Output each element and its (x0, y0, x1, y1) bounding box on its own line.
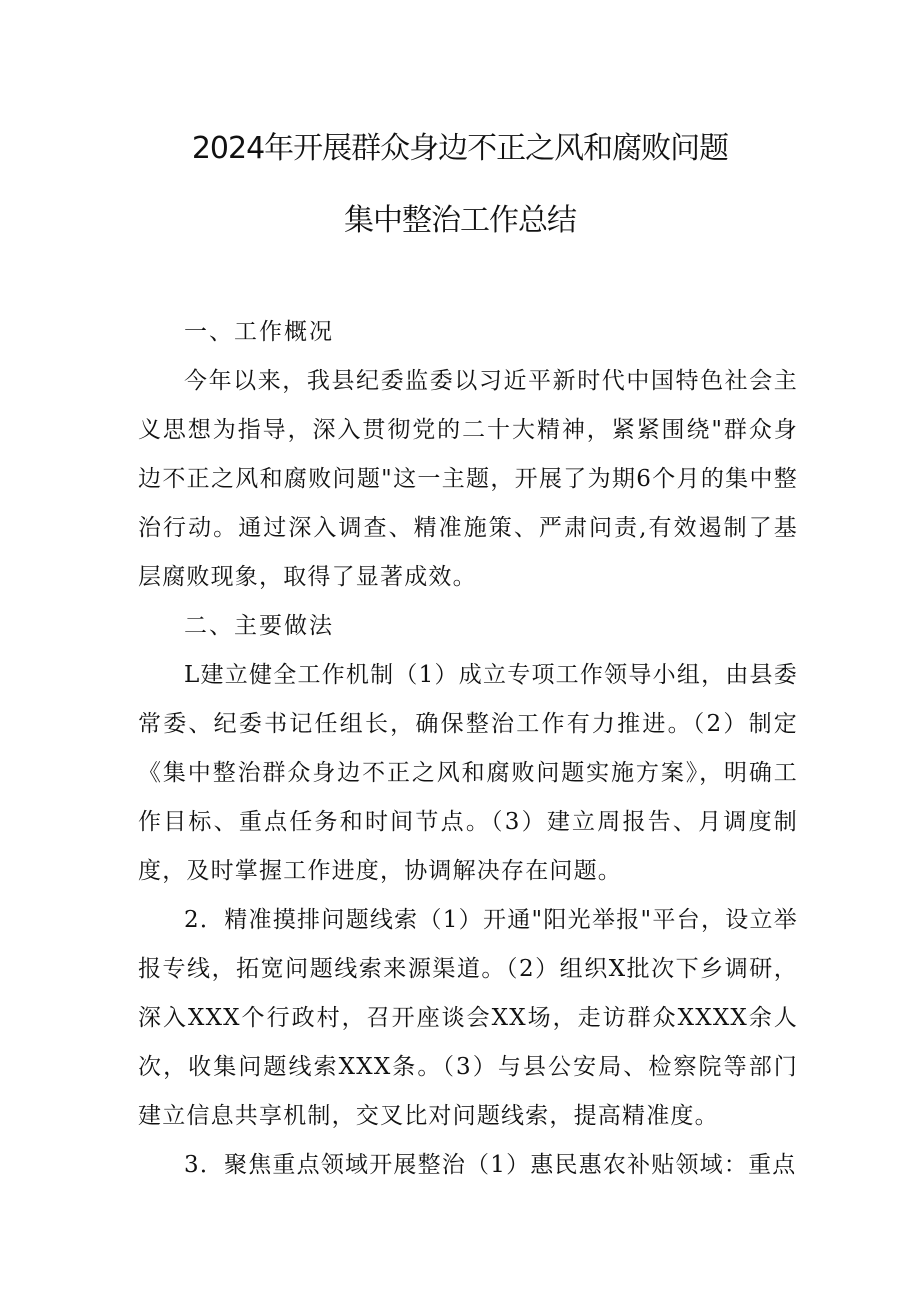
title-line-1: 2024年开展群众身边不正之风和腐败问题 (191, 131, 729, 166)
section-heading-methods: 二、主要做法 (184, 613, 334, 639)
title-line-2: 集中整治工作总结 (344, 203, 576, 238)
paragraph-key-areas: 3．聚焦重点领域开展整治（1）惠民惠农补贴领域：重点 (184, 1152, 797, 1178)
document-body (138, 308, 798, 1190)
paragraph-mechanism: L建立健全工作机制（1）成立专项工作领导小组，由县委常委、纪委书记任组长，确保整治工作有力推进。（2）制定《集中整治群众身边不正之风和腐败问题实施方案》，明确工作目标、重点任务和时间节点。（3）建立周报告、月调度制度，及时掌握工作进度，协调解决存在问题。 (138, 662, 798, 884)
paragraph-overview: 今年以来，我县纪委监委以习近平新时代中国特色社会主义思想为指导，深入贯彻党的二十大精神，紧紧围绕"群众身边不正之风和腐败问题"这一主题，开展了为期6个月的集中整治行动。通过深入调查、精准施策、严肃问责,有效遏制了基层腐败现象，取得了显著成效。 (138, 368, 798, 590)
section-heading-overview: 一、工作概况 (184, 319, 334, 345)
paragraph-clues: 2．精准摸排问题线索（1）开通"阳光举报"平台，设立举报专线，拓宽问题线索来源渠道。（2）组织X批次下乡调研，深入XXX个行政村，召开座谈会XX场，走访群众XXXX余人次，收集问题线索XXX条。（3）与县公安局、检察院等部门建立信息共享机制，交叉比对问题线索，提高精准度。 (138, 907, 798, 1129)
